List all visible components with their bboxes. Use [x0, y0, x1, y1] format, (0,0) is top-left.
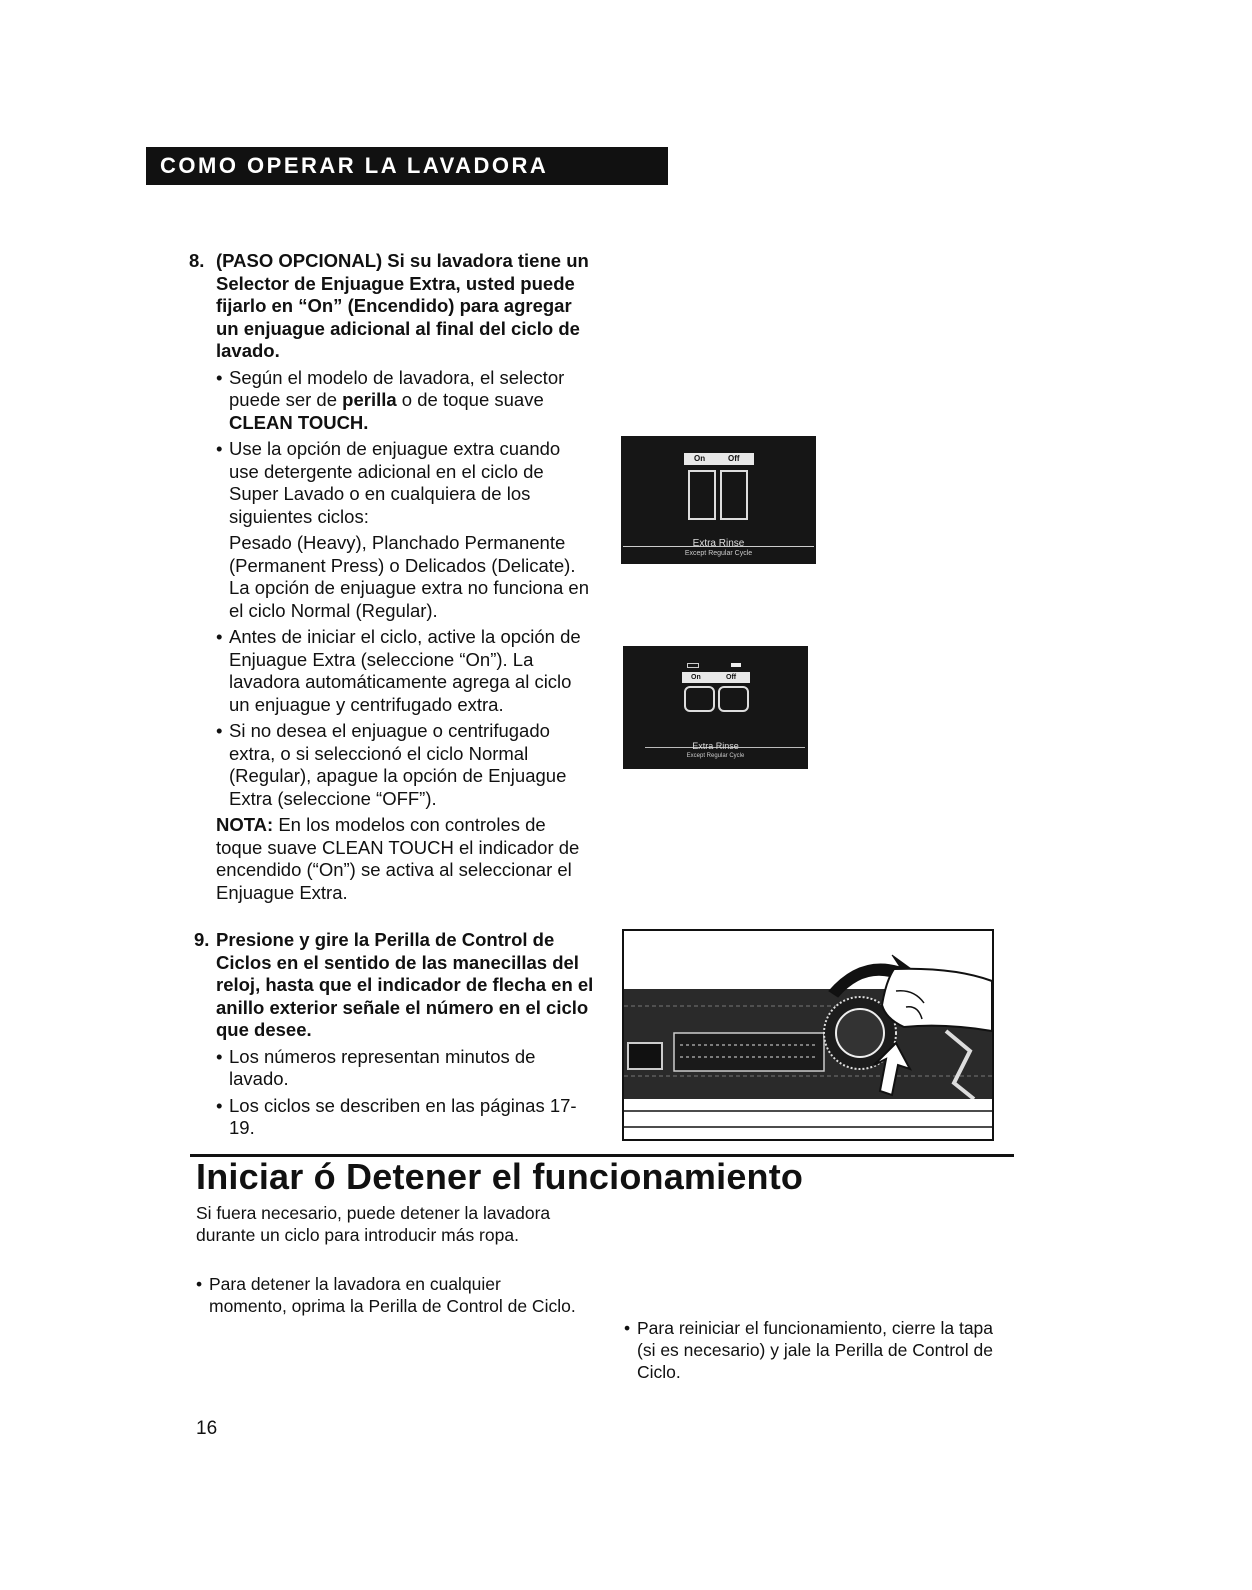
on-off-strip	[684, 453, 754, 465]
switch-panel	[628, 1043, 662, 1069]
on-off-strip-2	[682, 672, 750, 683]
note-text: En los modelos con controles de toque suave CLEAN TOUCH el indicador de encendido (“On”) se activa al seleccionar el Enjuague Extra.	[216, 814, 580, 903]
step-8-bullet-4: • Si no desea el enjuague o centrifugado extra, o si seleccionó el ciclo Normal (Regular), apague la opción de Enjuague Extra (seleccione “OFF”).	[216, 720, 589, 810]
extra-rinse-sublabel-2: Except Regular Cycle	[686, 753, 745, 759]
section-header: COMO OPERAR LA LAVADORA	[146, 147, 668, 185]
extra-rinse-panel-1	[621, 436, 816, 564]
extra-rinse-label: Extra Rinse	[692, 538, 745, 549]
on-label-2: On	[691, 674, 701, 681]
step-8-cycles: Pesado (Heavy), Planchado Permanente (Permanent Press) o Delicados (Delicate). La opción de enjuague extra no funciona en el ciclo Normal (Regular).	[229, 532, 590, 621]
step-8-number: 8.	[189, 250, 205, 271]
step-9-lead: Presione y gire la Perilla de Control de Ciclos en el sentido de las manecillas del reloj, hasta que el indicador de flecha en el anillo exterior señale el número en el ciclo que desee.	[216, 929, 594, 1040]
extra-rinse-label-2: Extra Rinse	[692, 741, 739, 751]
knob-illustration-svg	[624, 931, 992, 1139]
bullet-1-text-c: o de toque suave	[396, 389, 544, 410]
bullet-1-text-a: Según el modelo de lavadora, el selector puede ser de	[229, 366, 565, 410]
cycle-control-knob[interactable]	[836, 1009, 884, 1057]
page-number: 16	[196, 1418, 218, 1439]
step-8-bullet-2: • Use la opción de enjuague extra cuando use detergente adicional en el ciclo de Super Lavado o en cualquiera de los siguientes ciclos:	[216, 438, 589, 528]
step-9	[194, 929, 594, 1140]
step-8-note	[216, 814, 589, 904]
rinse-on-button[interactable]	[688, 470, 716, 520]
bullet-1-text-d: CLEAN TOUCH.	[229, 411, 369, 433]
restart-bullet: • Para reiniciar el funcionamiento, cierre la tapa (si es necesario) y jale la Perilla de Control de Ciclo.	[624, 1317, 1012, 1383]
step-8-bullet-1	[216, 367, 589, 435]
on-label: On	[694, 454, 706, 463]
extra-rinse-sublabel: Except Regular Cycle	[684, 550, 753, 557]
step-9-lead-block	[194, 929, 594, 1042]
step-9-number: 9.	[194, 929, 210, 950]
stop-bullet: • Para detener la lavadora en cualquier momento, oprima la Perilla de Control de Ciclo.	[196, 1273, 579, 1317]
step-8-bullets	[189, 367, 589, 905]
note-label: NOTA:	[216, 814, 274, 835]
step-8	[189, 250, 589, 904]
step-8-lead: (PASO OPCIONAL) Si su lavadora tiene un Selector de Enjuague Extra, usted puede fijarlo en “On” (Encendido) para agregar un enjuague adicional al final del ciclo de lavado.	[216, 250, 589, 361]
extra-rinse-panel-2	[623, 646, 808, 769]
touch-off-button[interactable]	[718, 686, 749, 712]
indicator-off	[687, 663, 699, 668]
step-9-bullet-1: • Los números representan minutos de lavado.	[216, 1046, 594, 1091]
section-intro: Si fuera necesario, puede detener la lavadora durante un ciclo para introducir más ropa.	[196, 1203, 551, 1245]
indicator-on	[731, 663, 741, 667]
knob-illustration	[622, 929, 994, 1141]
bullet-1-text-b: perilla	[342, 389, 397, 410]
step-9-bullets	[194, 1046, 594, 1140]
cabinet-base	[624, 1099, 992, 1121]
hand-icon	[882, 969, 992, 1031]
step-8-bullet-3: • Antes de iniciar el ciclo, active la opción de Enjuague Extra (seleccione “On”). La lavadora automáticamente agrega al ciclo un enjuague y centrifugado extra.	[216, 626, 589, 716]
section-title: Iniciar ó Detener el funcionamiento	[196, 1156, 804, 1197]
off-label: Off	[728, 454, 740, 463]
touch-on-button[interactable]	[684, 686, 715, 712]
step-8-lead-block	[189, 250, 589, 363]
step-9-bullet-2: • Los ciclos se describen en las páginas 17-19.	[216, 1095, 594, 1140]
off-label-2: Off	[726, 674, 737, 681]
cycle-selector-panel	[674, 1033, 824, 1071]
rinse-off-button[interactable]	[720, 470, 748, 520]
